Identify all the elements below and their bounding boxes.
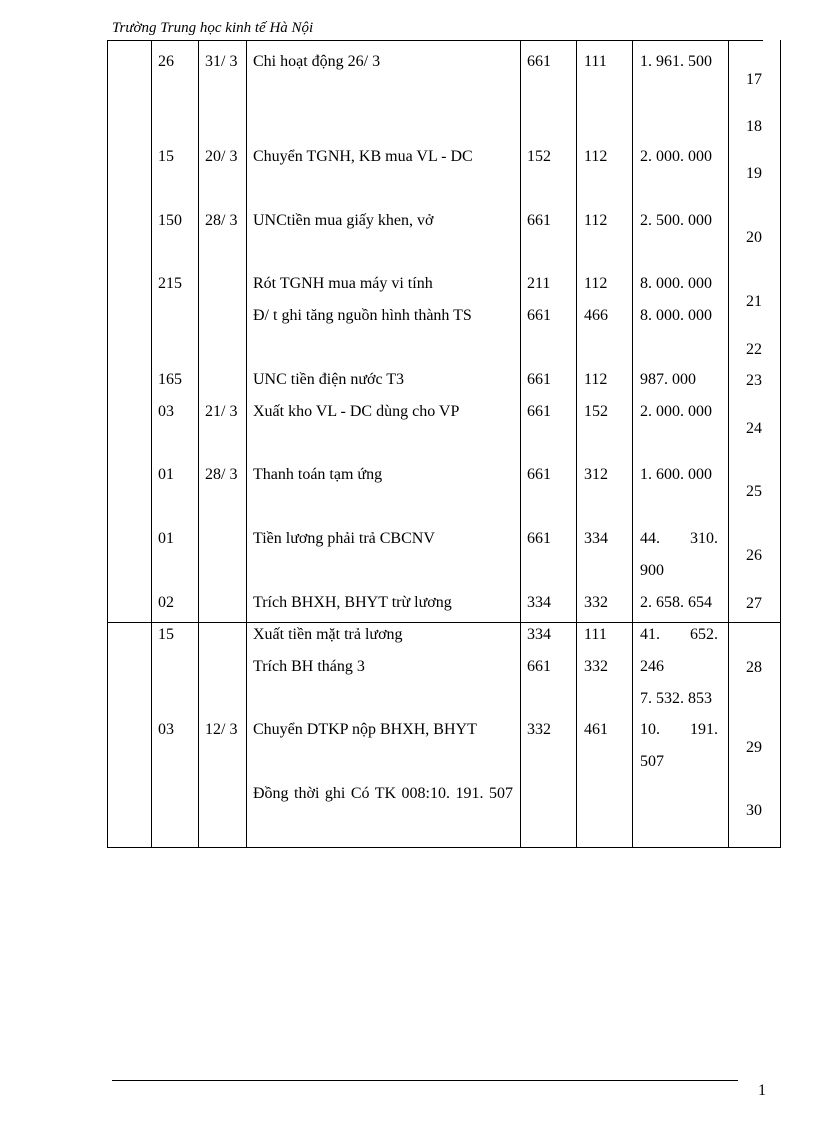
credit-cell: 334 [584, 530, 608, 547]
line-number: 17 [746, 71, 762, 88]
desc-cell: Chuyển DTKP nộp BHXH, BHYT [253, 721, 477, 738]
amount-cell: 7. 532. 853 [640, 690, 712, 707]
line-number: 29 [746, 739, 762, 756]
col-divider [151, 40, 152, 848]
amount-cell: 2. 000. 000 [640, 148, 712, 165]
debit-cell: 661 [527, 658, 551, 675]
amount-part: 246 [640, 658, 664, 675]
ref-cell: 150 [158, 212, 182, 229]
desc-cell: UNC tiền điện nước T3 [253, 371, 405, 388]
desc-cell: Chuyển TGNH, KB mua VL - DC [253, 148, 473, 165]
credit-cell: 112 [584, 275, 608, 292]
amount-part: 652. [690, 626, 718, 643]
credit-cell: 332 [584, 594, 608, 611]
amount-part: 507 [640, 753, 664, 770]
amount-cell: 987. 000 [640, 371, 696, 388]
credit-cell: 112 [584, 212, 608, 229]
ref-cell: 15 [158, 626, 174, 643]
date-cell: 28/ 3 [205, 466, 238, 483]
desc-cell: Xuất kho VL - DC dùng cho VP [253, 403, 460, 420]
credit-cell: 111 [584, 53, 607, 70]
amount-cell: 8. 000. 000 [640, 307, 712, 324]
amount-cell: 2. 658. 654 [640, 594, 712, 611]
amount-cell: 1. 961. 500 [640, 53, 712, 70]
debit-cell: 661 [527, 530, 551, 547]
col-divider [246, 40, 247, 848]
desc-cell: Trích BHXH, BHYT trừ lương [253, 594, 452, 611]
debit-cell: 332 [527, 721, 551, 738]
col-divider [520, 40, 521, 848]
footer-rule [112, 1080, 738, 1081]
amount-part: 310. [690, 530, 718, 547]
credit-cell: 332 [584, 658, 608, 675]
desc-cell: Đ/ t ghi tăng nguồn hình thành TS [253, 307, 472, 324]
credit-cell: 152 [584, 403, 608, 420]
page-number: 1 [758, 1082, 766, 1099]
credit-cell: 111 [584, 626, 607, 643]
amount-part: 900 [640, 562, 664, 579]
amount-part: 10. [640, 721, 660, 738]
ref-cell: 02 [158, 594, 174, 611]
desc-cell: Thanh toán tạm ứng [253, 466, 383, 483]
line-number: 30 [746, 802, 762, 819]
col-divider [632, 40, 633, 848]
debit-cell: 334 [527, 626, 551, 643]
col-divider [198, 40, 199, 848]
line-number: 21 [746, 293, 762, 310]
ref-cell: 15 [158, 148, 174, 165]
debit-cell: 661 [527, 466, 551, 483]
debit-cell: 661 [527, 371, 551, 388]
desc-cell: Xuất tiền mặt trả lương [253, 626, 403, 643]
debit-cell: 661 [527, 212, 551, 229]
line-number: 28 [746, 659, 762, 676]
date-cell: 28/ 3 [205, 212, 238, 229]
line-number: 26 [746, 547, 762, 564]
ref-cell: 26 [158, 53, 174, 70]
debit-cell: 661 [527, 307, 551, 324]
line-number: 25 [746, 483, 762, 500]
amount-part: 44. [640, 530, 660, 547]
amount-part: 191. [690, 721, 718, 738]
credit-cell: 466 [584, 307, 608, 324]
table-border-bottom [107, 847, 781, 848]
debit-cell: 211 [527, 275, 551, 292]
ref-cell: 165 [158, 371, 182, 388]
ref-cell: 03 [158, 403, 174, 420]
credit-cell: 112 [584, 148, 608, 165]
col-divider [728, 40, 729, 848]
line-number: 19 [746, 165, 762, 182]
desc-cell: Đồng thời ghi Có TK 008:10. 191. 507 [253, 785, 513, 802]
table-border-left [107, 40, 108, 848]
school-header: Trường Trung học kinh tế Hà Nội [112, 20, 314, 36]
date-cell: 31/ 3 [205, 53, 238, 70]
line-number: 18 [746, 118, 762, 135]
amount-cell: 2. 500. 000 [640, 212, 712, 229]
debit-cell: 152 [527, 148, 551, 165]
credit-cell: 312 [584, 466, 608, 483]
col-divider [576, 40, 577, 848]
header-rule [108, 40, 763, 41]
desc-cell: Chi hoạt động 26/ 3 [253, 53, 381, 70]
ref-cell: 215 [158, 275, 182, 292]
row-divider [107, 622, 781, 623]
credit-cell: 461 [584, 721, 608, 738]
line-number: 24 [746, 420, 762, 437]
amount-cell: 2. 000. 000 [640, 403, 712, 420]
ref-cell: 01 [158, 466, 174, 483]
desc-cell: Trích BH tháng 3 [253, 658, 365, 675]
credit-cell: 112 [584, 371, 608, 388]
amount-cell: 1. 600. 000 [640, 466, 712, 483]
date-cell: 21/ 3 [205, 403, 238, 420]
amount-part: 41. [640, 626, 660, 643]
desc-cell: Rót TGNH mua máy vi tính [253, 275, 433, 292]
line-number: 22 [746, 341, 762, 358]
date-cell: 12/ 3 [205, 721, 238, 738]
desc-cell: UNCtiền mua giấy khen, vở [253, 212, 434, 229]
debit-cell: 661 [527, 53, 551, 70]
ref-cell: 01 [158, 530, 174, 547]
table-border-right [780, 40, 781, 848]
line-number: 27 [746, 595, 762, 612]
ref-cell: 03 [158, 721, 174, 738]
line-number: 20 [746, 229, 762, 246]
date-cell: 20/ 3 [205, 148, 238, 165]
line-number: 23 [746, 372, 762, 389]
debit-cell: 661 [527, 403, 551, 420]
amount-cell: 8. 000. 000 [640, 275, 712, 292]
desc-cell: Tiền lương phải trả CBCNV [253, 530, 435, 547]
debit-cell: 334 [527, 594, 551, 611]
